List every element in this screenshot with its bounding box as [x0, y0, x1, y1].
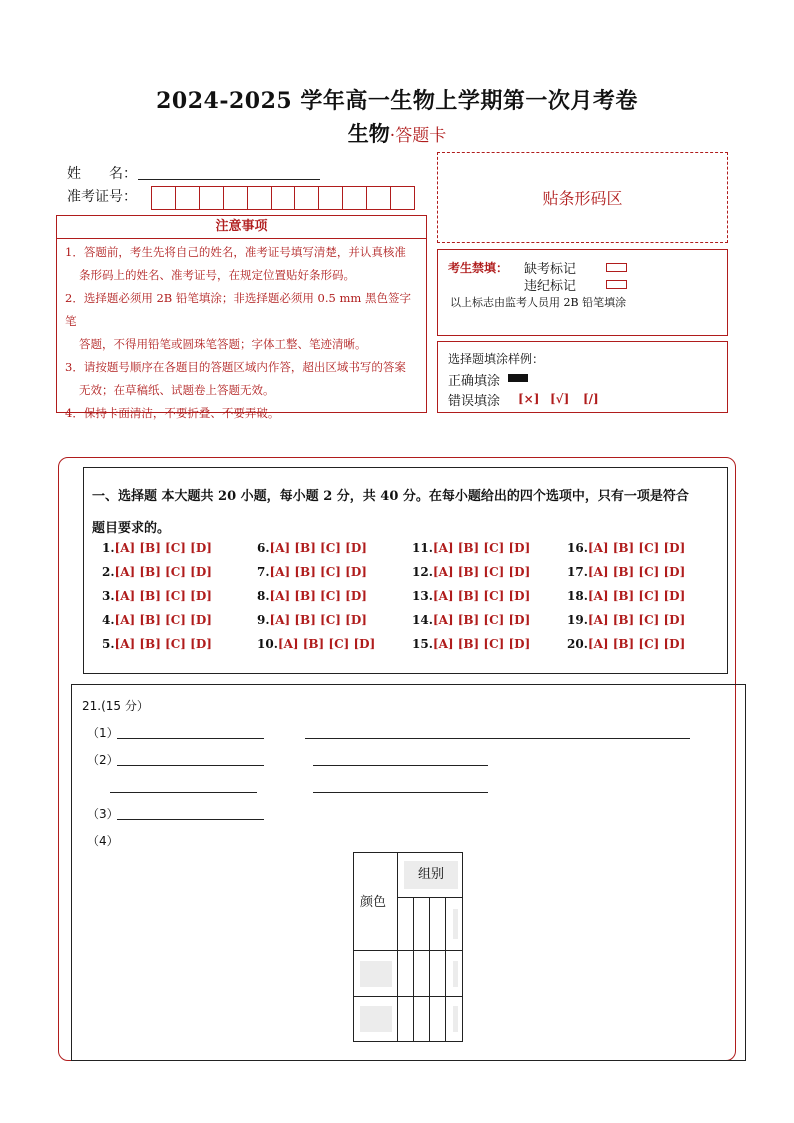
subject-label: 生物 [347, 121, 390, 146]
mc-options[interactable]: [A] [B] [C] [D] [587, 613, 686, 627]
mc-options[interactable]: [A] [B] [C] [D] [269, 565, 367, 579]
mc-question-number: 16. [567, 541, 588, 555]
exam-id-grid[interactable] [151, 186, 415, 210]
id-cell[interactable] [200, 187, 224, 209]
q21-part2-blank-c[interactable] [110, 791, 257, 793]
exam-id-label: 准考证号： [67, 189, 137, 205]
q21-part4-label: （4） [87, 834, 119, 848]
id-cell[interactable] [343, 187, 367, 209]
mc-question-number: 3. [102, 589, 115, 603]
page-title: 2024-2025 学年高一生物上学期第一次月考卷 [156, 88, 638, 114]
mc-question-number: 9. [257, 613, 270, 627]
mc-question-number: 5. [102, 637, 115, 651]
mc-question-8[interactable] [257, 589, 367, 603]
mc-question-number: 1. [102, 541, 115, 555]
forbidden-note: 以上标志由监考人员用 2B 铅笔填涂 [450, 296, 627, 309]
mc-options[interactable]: [A] [B] [C] [D] [114, 565, 212, 579]
table-cell-shade [453, 1006, 458, 1032]
mc-question-number: 10. [257, 637, 278, 651]
barcode-label: 贴条形码区 [542, 189, 623, 208]
mc-question-number: 12. [412, 565, 433, 579]
mc-question-number: 20. [567, 637, 588, 651]
mc-question-20[interactable] [567, 637, 685, 651]
id-cell[interactable] [248, 187, 272, 209]
mc-options[interactable]: [A] [B] [C] [D] [114, 589, 212, 603]
mc-question-14[interactable] [412, 613, 530, 627]
answer-card-label: 答题卡 [395, 126, 447, 146]
mc-question-number: 11. [412, 541, 433, 555]
mc-options[interactable]: [A] [B] [C] [D] [114, 637, 212, 651]
examiner-only-box [437, 249, 728, 336]
mc-options[interactable]: [A] [B] [C] [D] [432, 589, 531, 603]
notes-heading: 注意事项 [57, 216, 426, 239]
mc-options[interactable]: [A] [B] [C] [D] [269, 541, 367, 555]
mc-question-11[interactable] [412, 541, 530, 555]
mc-options[interactable]: [A] [B] [C] [D] [587, 589, 686, 603]
page-subtitle [0, 118, 794, 148]
mc-options[interactable]: [A] [B] [C] [D] [432, 637, 531, 651]
q21-part2-label: （2） [87, 753, 119, 767]
mc-options[interactable]: [A] [B] [C] [D] [432, 541, 531, 555]
mc-question-9[interactable] [257, 613, 367, 627]
mc-question-number: 7. [257, 565, 270, 579]
section1-heading: 一、选择题 本大题共 20 小题，每小题 2 分，共 40 分。在每小题给出的四个选项中，只有一项是符合 题目要求的。 [92, 489, 689, 536]
violation-label: 违纪标记 [524, 279, 577, 294]
q21-part2-blank-a[interactable] [117, 764, 264, 766]
q21-title: 21.(15 分） [82, 699, 149, 713]
mc-options[interactable]: [A] [B] [C] [D] [587, 637, 686, 651]
mc-question-5[interactable] [102, 637, 212, 651]
mc-options[interactable]: [A] [B] [C] [D] [277, 637, 376, 651]
q21-part1-label: （1） [87, 726, 119, 740]
absent-label: 缺考标记 [524, 262, 577, 277]
q21-part3-blank[interactable] [117, 818, 264, 820]
id-cell[interactable] [272, 187, 296, 209]
id-cell[interactable] [224, 187, 248, 209]
mc-options[interactable]: [A] [B] [C] [D] [587, 565, 686, 579]
table-row-label-color: 颜色 [360, 895, 387, 910]
fill-example-box [437, 341, 728, 413]
mc-question-4[interactable] [102, 613, 212, 627]
mc-question-2[interactable] [102, 565, 212, 579]
barcode-area[interactable] [437, 152, 728, 243]
mc-question-15[interactable] [412, 637, 530, 651]
mc-options[interactable]: [A] [B] [C] [D] [432, 565, 531, 579]
wrong-fill-label: 错误填涂 [448, 394, 501, 409]
mc-options[interactable]: [A] [B] [C] [D] [269, 589, 367, 603]
mc-question-12[interactable] [412, 565, 530, 579]
mc-question-17[interactable] [567, 565, 685, 579]
mc-question-number: 13. [412, 589, 433, 603]
id-cell[interactable] [367, 187, 391, 209]
q21-table[interactable] [353, 852, 463, 1042]
mc-question-6[interactable] [257, 541, 367, 555]
mc-options[interactable]: [A] [B] [C] [D] [587, 541, 686, 555]
note-item-2: 2．选择题必须用 2B 铅笔填涂；非选择题必须用 0.5 mm 黑色签字笔 答题，不得用铅笔或圆珠笔答题；字体工整、笔迹清晰。 [65, 291, 411, 351]
correct-fill-label: 正确填涂 [448, 374, 501, 389]
mc-options[interactable]: [A] [B] [C] [D] [114, 541, 212, 555]
wrong-mark-x: [×] [518, 392, 540, 406]
table-cell-shade [453, 961, 458, 987]
mc-question-number: 15. [412, 637, 433, 651]
subtitle-separator: · [389, 126, 396, 146]
table-cell-shade [360, 961, 392, 987]
wrong-mark-check: [√] [550, 392, 570, 406]
mc-question-18[interactable] [567, 589, 685, 603]
mc-question-number: 4. [102, 613, 115, 627]
id-cell[interactable] [391, 187, 414, 209]
mc-question-number: 6. [257, 541, 270, 555]
mc-question-number: 8. [257, 589, 270, 603]
note-item-4: 4．保持卡面清洁，不要折叠、不要弄破。 [65, 406, 280, 420]
absent-mark-box[interactable] [606, 263, 627, 272]
violation-mark-box[interactable] [606, 280, 627, 289]
mc-question-10[interactable] [257, 637, 375, 651]
name-field[interactable] [138, 178, 320, 180]
id-cell[interactable] [152, 187, 176, 209]
note-item-3: 3．请按题号顺序在各题目的答题区域内作答，超出区域书写的答案 无效；在草稿纸、试题卷上答题无效。 [65, 360, 406, 397]
q21-part1-blank-b[interactable] [305, 737, 690, 739]
mc-options[interactable]: [A] [B] [C] [D] [114, 613, 212, 627]
fill-example-heading: 选择题填涂样例： [448, 352, 545, 366]
mc-question-number: 2. [102, 565, 115, 579]
mc-question-number: 14. [412, 613, 433, 627]
notes-box [56, 215, 427, 420]
table-header-group: 组别 [404, 861, 458, 889]
mc-question-number: 19. [567, 613, 588, 627]
note-item-1: 1．答题前，考生先将自己的姓名，准考证号填写清楚，并认真核准 条形码上的姓名、准考证号，在规定位置贴好条形码。 [65, 245, 406, 282]
forbidden-label: 考生禁填： [448, 261, 509, 275]
wrong-mark-slash: [/] [583, 392, 599, 406]
mc-options[interactable]: [A] [B] [C] [D] [432, 613, 531, 627]
id-cell[interactable] [319, 187, 343, 209]
table-cell-shade [453, 909, 458, 939]
name-label: 姓 名： [67, 166, 137, 182]
mc-question-1[interactable] [102, 541, 212, 555]
q21-part1-blank-a[interactable] [117, 737, 264, 739]
q21-part2-blank-d[interactable] [313, 791, 488, 793]
mc-question-16[interactable] [567, 541, 685, 555]
correct-fill-sample [508, 374, 528, 382]
mc-question-number: 18. [567, 589, 588, 603]
mc-options[interactable]: [A] [B] [C] [D] [269, 613, 367, 627]
table-cell-shade [360, 1006, 392, 1032]
mc-question-number: 17. [567, 565, 588, 579]
mc-question-19[interactable] [567, 613, 685, 627]
id-cell[interactable] [176, 187, 200, 209]
mc-question-13[interactable] [412, 589, 530, 603]
q21-part2-blank-b[interactable] [313, 764, 488, 766]
q21-part3-label: （3） [87, 807, 119, 821]
mc-question-3[interactable] [102, 589, 212, 603]
id-cell[interactable] [295, 187, 319, 209]
mc-question-7[interactable] [257, 565, 367, 579]
